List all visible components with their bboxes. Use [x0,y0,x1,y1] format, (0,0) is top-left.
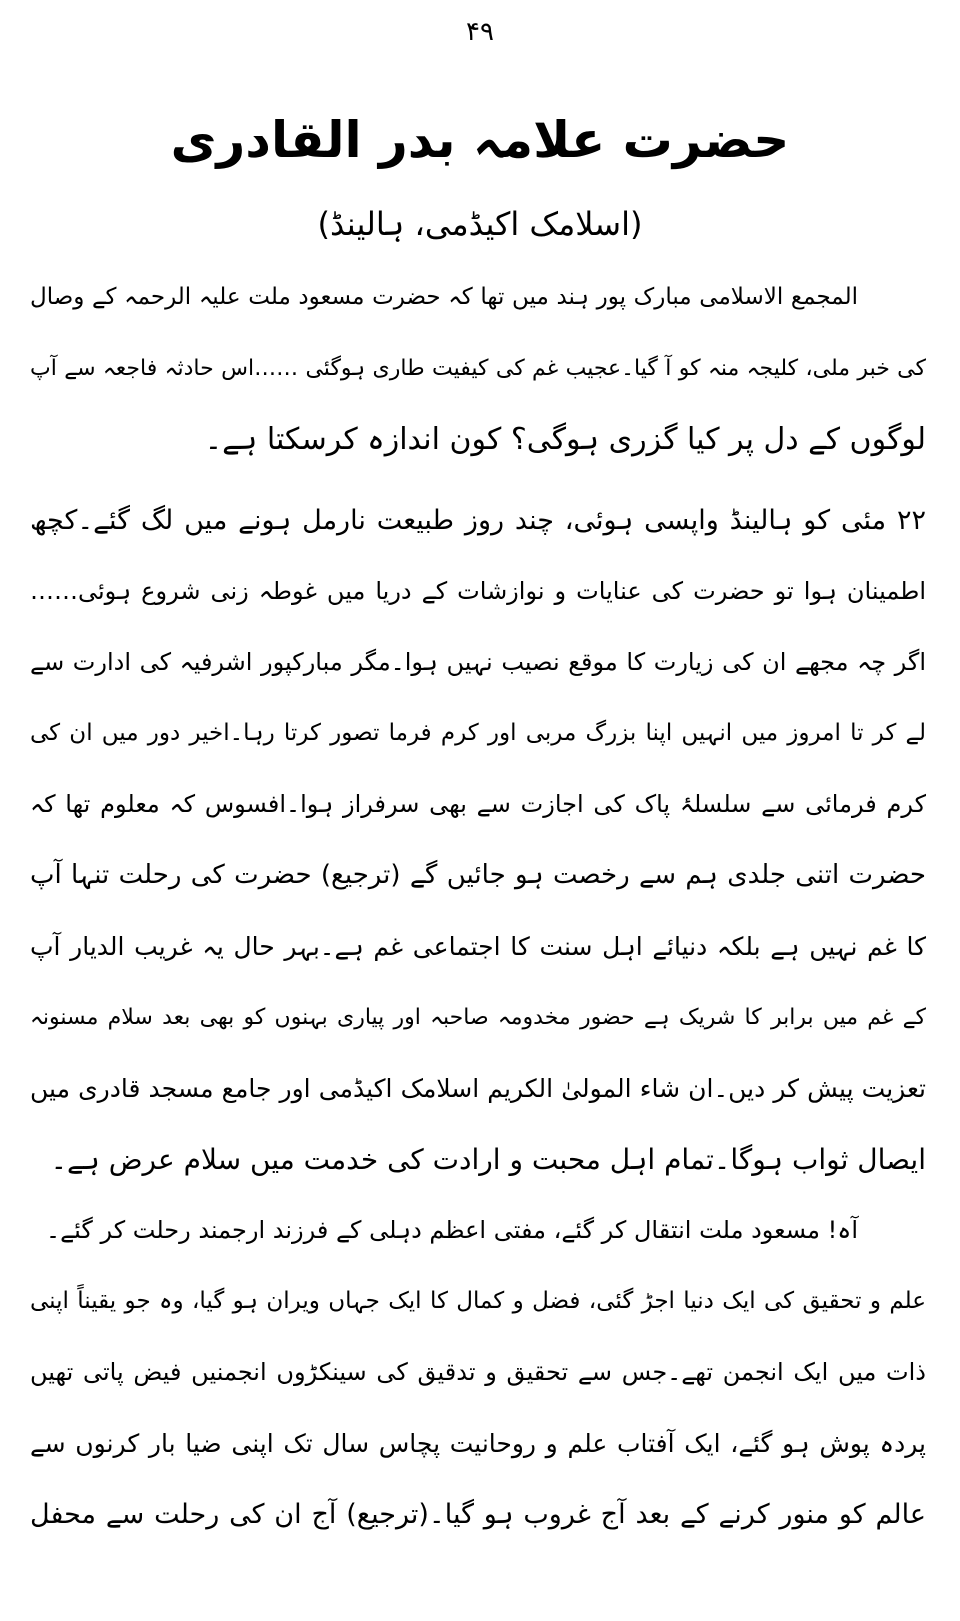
text-line: ایصال ثواب ہوگا۔تمام اہل محبت و ارادت کی خدمت میں سلام عرض ہے۔ [50,1143,926,1176]
text-line: ۲۲ مئی کو ہالینڈ واپسی ہوئی، چند روز طبیعت نارمل ہونے میں لگ گئے۔کچھ [30,505,926,536]
article-body [30,262,926,1550]
text-line: آہ! مسعود ملت انتقال کر گئے، مفتی اعظم دہلی کے فرزند ارجمند رحلت کر گئے۔ [46,1216,858,1244]
text-line: لے کر تا امروز میں انہیں اپنا بزرگ مربی اور کرم فرما تصور کرتا رہا۔اخیر دور میں ان کی [30,720,926,746]
text-line: کے غم میں برابر کا شریک ہے حضور مخدومہ صاحبہ اور پیاری بہنوں کو بھی بعد سلام مسنونہ [30,1005,926,1030]
article-title: حضرت علامہ بدر القادری [170,111,790,169]
text-line: لوگوں کے دل پر کیا گزری ہوگی؟ کون اندازہ کرسکتا ہے۔ [204,422,926,457]
text-line: عالم کو منور کرنے کے بعد آج غروب ہو گیا۔(ترجیع) آج ان کی رحلت سے محفل [30,1499,926,1530]
text-line: اطمینان ہوا تو حضرت کی عنایات و نوازشات کے دریا میں غوطہ زنی شروع ہوئی…… [30,577,926,605]
text-line: حضرت اتنی جلدی ہم سے رخصت ہو جائیں گے (ترجیع) حضرت کی رحلت تنہا آپ [30,860,926,890]
text-line: ذات میں ایک انجمن تھے۔جس سے تحقیق و تدقیق کی سینکڑوں انجمنیں فیض پاتی تھیں [30,1358,926,1386]
text-line: تعزیت پیش کر دیں۔ان شاء المولیٰ الکریم اسلامک اکیڈمی اور جامع مسجد قادری میں [30,1074,926,1103]
paragraph-gap [30,475,926,485]
text-line: علم و تحقیق کی ایک دنیا اجڑ گئی، فضل و کمال کا ایک جہاں ویران ہو گیا، وہ جو یقیناً اپنی [30,1288,926,1314]
article-subtitle: (اسلامک اکیڈمی، ہالینڈ) [317,205,643,243]
text-line: المجمع الاسلامی مبارک پور ہند میں تھا کہ حضرت مسعود ملت علیہ الرحمہ کے وصال [30,284,858,310]
text-line: کا غم نہیں ہے بلکہ دنیائے اہل سنت کا اجتماعی غم ہے۔بہر حال یہ غریب الدیار آپ [30,932,926,961]
text-line: کی خبر ملی، کلیجہ منہ کو آ گیا۔عجیب غم کی کیفیت طاری ہوگئی ……اس حادثہ فاجعہ سے آپ [30,356,926,381]
text-line: اگر چہ مجھے ان کی زیارت کا موقع نصیب نہیں ہوا۔مگر مبارکپور اشرفیہ کی ادارت سے [30,648,926,676]
text-line: کرم فرمائی سے سلسلۂ پاک کی اجازت سے بھی سرفراز ہوا۔افسوس کہ معلوم تھا کہ [30,790,926,818]
page-number: ۴۹ [466,17,494,47]
text-line: پردہ پوش ہو گئے، ایک آفتاب علم و روحانیت پچاس سال تک اپنی ضیا بار کرنوں سے [30,1429,926,1458]
